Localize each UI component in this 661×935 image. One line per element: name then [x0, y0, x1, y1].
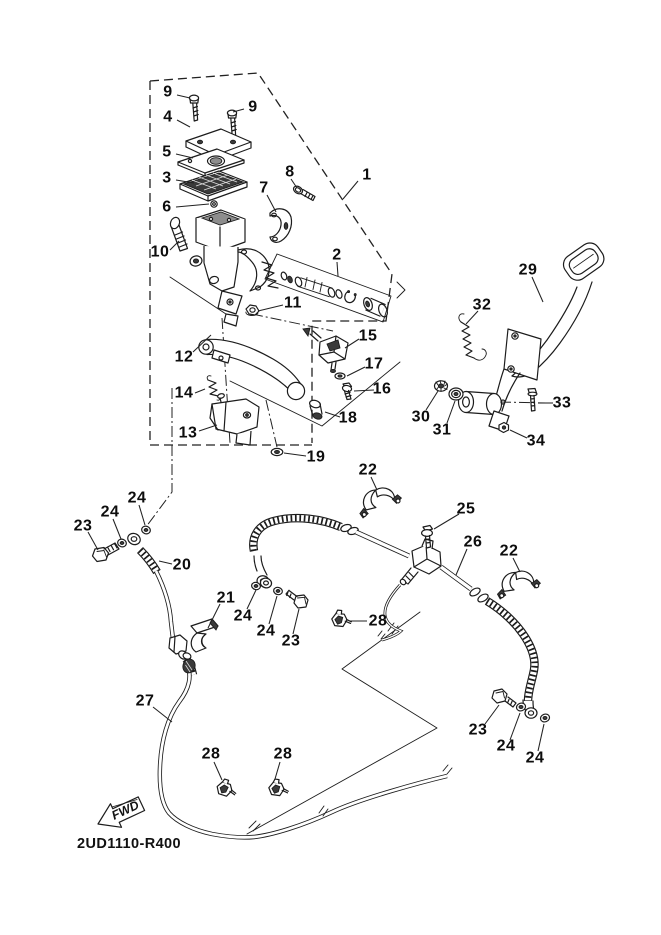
callout-leader-19 [284, 453, 306, 456]
callout-leader-1 [343, 181, 358, 199]
part-19-washer [271, 448, 283, 455]
part-callout-24: 24 [525, 749, 545, 767]
part-callout-23: 23 [73, 517, 93, 535]
part-callout-19: 19 [306, 448, 326, 466]
part-21-bracket [191, 619, 218, 652]
part-callout-24: 24 [496, 737, 516, 755]
part-callout-13: 13 [178, 424, 198, 442]
callout-leader-5 [176, 154, 193, 158]
part-callout-28: 28 [368, 612, 388, 630]
part-callout-28: 28 [201, 745, 221, 763]
callout-leader-25 [434, 514, 459, 529]
part-callout-22: 22 [358, 461, 378, 479]
part-2-cylinder-kit [262, 254, 391, 322]
part-3-diaphragm [180, 171, 247, 201]
part-15-brake-switch [303, 328, 348, 373]
callout-leader-24 [113, 519, 121, 539]
part-callout-14: 14 [174, 384, 194, 402]
part-7-holder [270, 209, 292, 243]
diagram-code: 2UD1110-R400 [77, 836, 181, 852]
part-26-hose-assembly [253, 518, 537, 718]
part-callout-1: 1 [362, 166, 372, 184]
part-10-bolt [169, 216, 188, 251]
callout-leader-24 [538, 724, 544, 751]
callout-leader-14 [195, 389, 205, 393]
part-20-brake-hose [126, 531, 193, 675]
part-callout-24: 24 [256, 622, 276, 640]
part-28-clip-bottom-left [217, 779, 237, 797]
part-30-washer [435, 381, 448, 392]
part-22-clamp-top [355, 484, 404, 519]
part-callout-2: 2 [332, 246, 342, 264]
part-callout-18: 18 [338, 409, 358, 427]
callout-leader-7 [267, 195, 276, 212]
part-callout-6: 6 [162, 198, 172, 216]
part-18-boot [309, 399, 323, 420]
part-9-screw-left [189, 95, 198, 121]
part-callout-21: 21 [216, 589, 236, 607]
part-6-grommet [211, 201, 217, 207]
callout-leader-31 [447, 401, 455, 423]
part-31-seal [449, 388, 463, 400]
part-34-nut [499, 423, 509, 433]
callout-leader-24 [269, 596, 277, 624]
callout-leader-23 [293, 609, 299, 634]
part-callout-11: 11 [284, 294, 302, 312]
part-callout-4: 4 [163, 108, 173, 126]
part-callout-17: 17 [364, 355, 384, 373]
callout-leader-4 [177, 120, 190, 127]
part-12-brake-lever [199, 339, 305, 399]
part-callout-22: 22 [499, 542, 519, 560]
callout-leader-9 [177, 95, 190, 98]
part-callout-23: 23 [281, 632, 301, 650]
callout-leader-17 [347, 367, 365, 376]
callout-leader-28 [214, 762, 222, 780]
callout-leader-11 [258, 305, 283, 311]
part-callout-24: 24 [233, 607, 253, 625]
part-33-bolt [528, 389, 537, 412]
part-callout-27: 27 [135, 692, 155, 710]
fwd-label: FWD [109, 798, 142, 823]
part-callout-33: 33 [552, 394, 572, 412]
part-callout-24: 24 [127, 489, 147, 507]
part-callout-3: 3 [162, 169, 172, 187]
part-callout-16: 16 [372, 380, 392, 398]
callout-leader-23 [88, 532, 98, 550]
callout-leader-24 [510, 713, 520, 740]
callout-leader-16 [354, 390, 374, 391]
part-22-clamp-right [495, 569, 542, 600]
fwd-direction-arrow [98, 797, 145, 827]
callout-leader-20 [159, 561, 172, 564]
part-8-bolt [292, 185, 315, 201]
part-callout-31: 31 [432, 421, 452, 439]
callout-leader-13 [199, 425, 217, 431]
part-callout-15: 15 [358, 327, 378, 345]
part-callout-32: 32 [472, 296, 492, 314]
part-callout-12: 12 [174, 348, 194, 366]
part-16-screw [342, 383, 352, 400]
callout-leader-29 [532, 277, 543, 302]
part-28-clip-bottom-right [268, 778, 289, 797]
callout-leader-6 [176, 204, 209, 207]
callouts-layer [74, 84, 572, 781]
part-11-nut [246, 305, 259, 316]
part-callout-5: 5 [162, 143, 172, 161]
part-28-clip-middle [331, 608, 352, 627]
right-banjo-bolt-group [492, 689, 551, 723]
callout-leader-34 [510, 430, 527, 438]
part-callout-24: 24 [100, 503, 120, 521]
part-13-lever-holder [210, 393, 259, 445]
callout-leader-24 [139, 505, 145, 525]
part-5-diaphragm-plate [178, 149, 244, 176]
part-callout-30: 30 [411, 408, 431, 426]
callout-leader-26 [456, 549, 467, 575]
part-callout-25: 25 [456, 500, 476, 518]
callout-leader-30 [426, 391, 438, 410]
callout-leader-22 [371, 477, 377, 490]
callout-leader-24 [247, 590, 256, 609]
part-callout-7: 7 [259, 179, 269, 197]
part-callout-10: 10 [150, 243, 170, 261]
part-32-spring [459, 314, 486, 360]
callout-leader-28 [275, 762, 280, 779]
part-callout-9: 9 [248, 98, 258, 116]
part-callout-20: 20 [172, 556, 192, 574]
part-17-washer [335, 373, 345, 379]
part-callout-29: 29 [518, 261, 538, 279]
part-callout-34: 34 [526, 432, 546, 450]
callout-leader-22 [513, 558, 520, 572]
part-callout-9: 9 [163, 83, 173, 101]
part-callout-23: 23 [468, 721, 488, 739]
part-callout-26: 26 [463, 533, 483, 551]
part-callout-28: 28 [273, 745, 293, 763]
callout-leader-2 [337, 262, 338, 276]
part-callout-8: 8 [285, 163, 295, 181]
